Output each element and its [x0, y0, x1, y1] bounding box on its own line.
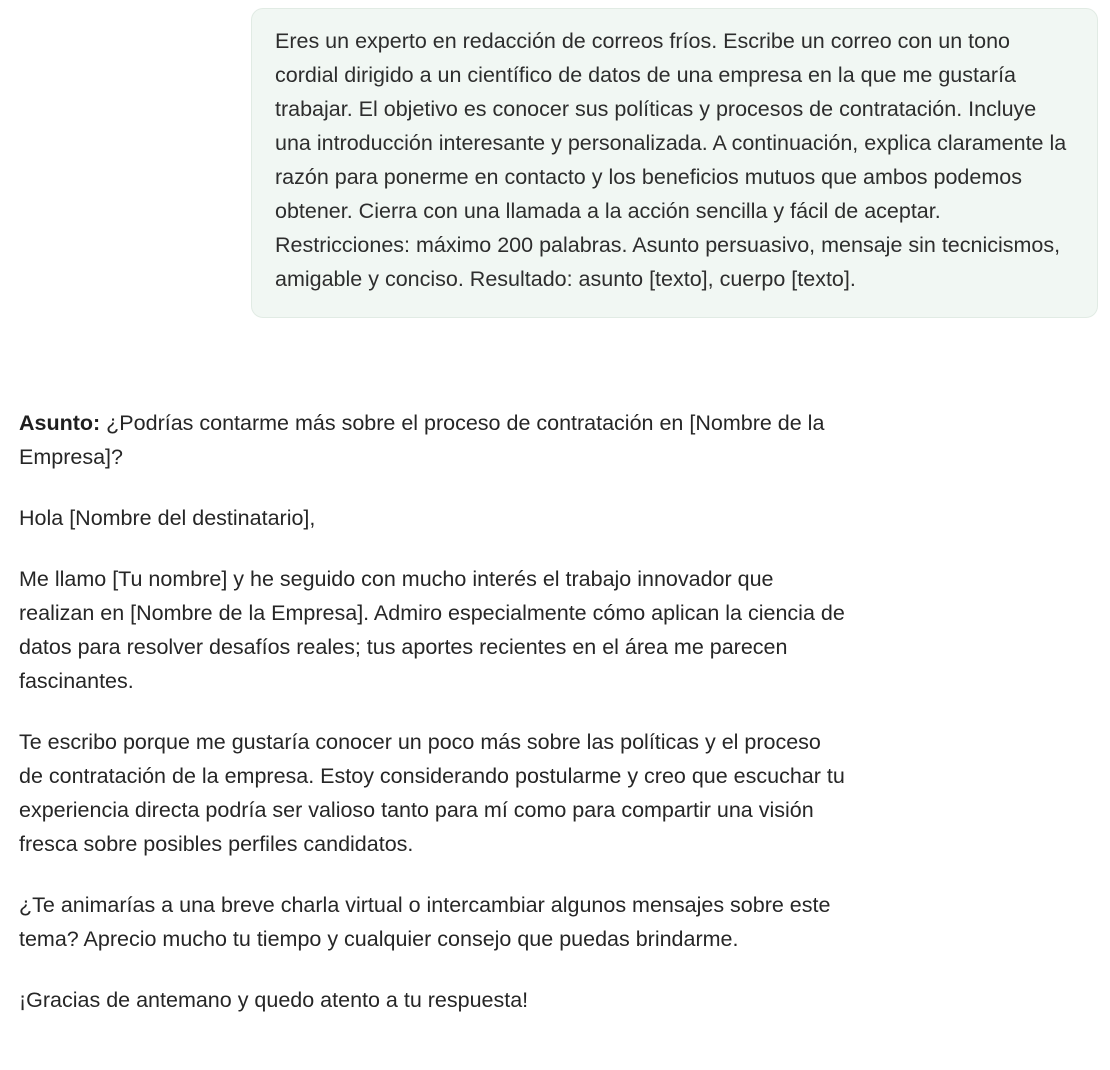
email-paragraph-call-to-action: ¿Te animarías a una breve charla virtual o intercambiar algunos mensajes sobre este tema? Aprecio mucho tu tiempo y cualquier consejo que puedas brindarme. [19, 893, 831, 951]
email-paragraph-reason: Te escribo porque me gustaría conocer un poco más sobre las políticas y el proceso de contratación de la empresa. Estoy considerando postularme y creo que escuchar tu experiencia directa podría ser valioso tanto para mí como para compartir una visión fresca sobre posibles perfiles candidatos. [19, 730, 845, 856]
assistant-message [19, 406, 849, 1017]
email-subject-line [19, 406, 849, 474]
email-paragraph-intro: Me llamo [Tu nombre] y he seguido con mucho interés el trabajo innovador que realizan en [Nombre de la Empresa]. Admiro especialmente cómo aplican la ciencia de datos para resolver desafíos reales; tus aportes recientes en el área me parecen fascinantes. [19, 567, 845, 693]
user-message-bubble [251, 8, 1098, 318]
email-subject-label: Asunto: [19, 411, 101, 435]
email-greeting: Hola [Nombre del destinatario], [19, 506, 316, 530]
email-closing: ¡Gracias de antemano y quedo atento a tu respuesta! [19, 988, 529, 1012]
user-message-text: Eres un experto en redacción de correos fríos. Escribe un correo con un tono cordial dirigido a un científico de datos de una empresa en la que me gustaría trabajar. El objetivo es conocer sus políticas y procesos de contratación. Incluye una introducción interesante y personalizada. A continuación, explica claramente la razón para ponerme en contacto y los beneficios mutuos que ambos podemos obtener. Cierra con una llamada a la acción sencilla y fácil de aceptar. Restricciones: máximo 200 palabras. Asunto persuasivo, mensaje sin tecnicismos, amigable y conciso. Resultado: asunto [texto], cuerpo [texto]. [275, 29, 1067, 291]
email-subject-text: ¿Podrías contarme más sobre el proceso de contratación en [Nombre de la Empresa]? [19, 411, 825, 469]
